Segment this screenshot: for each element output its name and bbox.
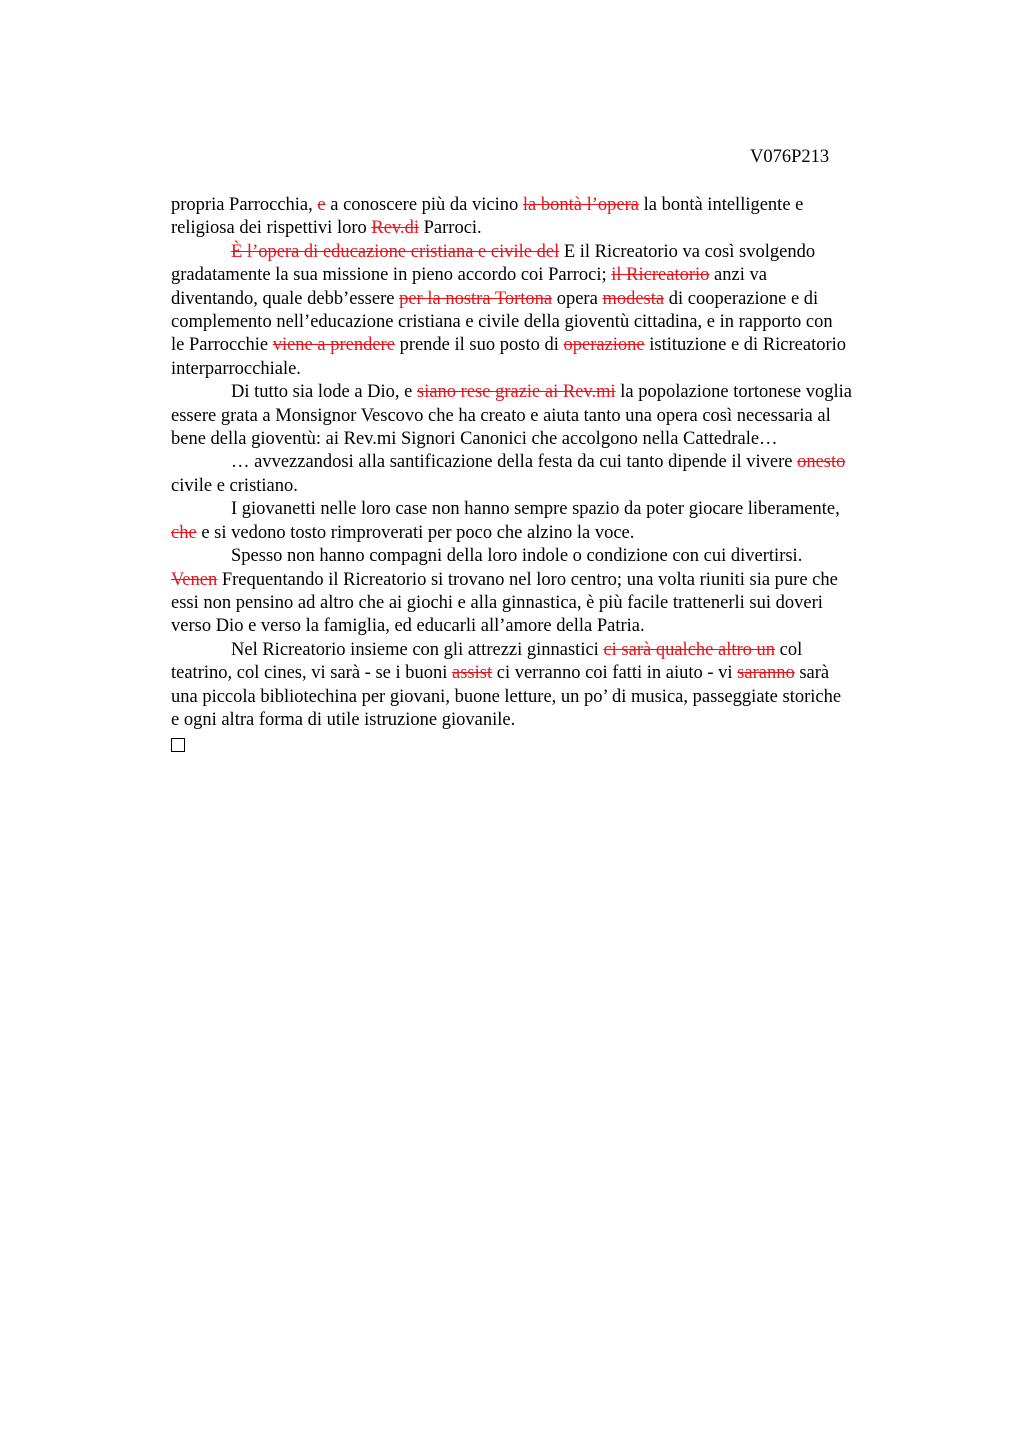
deleted-text: Rev.di (371, 218, 419, 239)
deleted-text: saranno (737, 663, 795, 684)
text-line (171, 217, 931, 240)
text-run: gradatamente la sua missione in pieno accordo coi Parroci; (171, 265, 612, 286)
text-run: propria Parrocchia, (171, 195, 318, 215)
text-line (171, 334, 931, 357)
text-run: verso Dio e verso la famiglia, ed educarli all’amore della Patria. (171, 616, 645, 637)
text-line (171, 522, 931, 545)
text-run: Nel Ricreatorio insieme con gli attrezzi ginnastici (231, 639, 604, 660)
deleted-text: modesta (602, 288, 665, 309)
text-run: istituzione e di Ricreatorio (644, 335, 847, 356)
checkbox-empty-icon (171, 738, 185, 752)
text-line (171, 428, 931, 451)
text-run: le Parrocchie (171, 335, 273, 356)
deleted-text: onesto (797, 452, 846, 473)
text-line (171, 709, 931, 732)
text-run: la popolazione tortonese voglia (615, 382, 852, 403)
deleted-text: per la nostra Tortona (399, 288, 553, 309)
text-run: anzi va (709, 265, 767, 286)
text-line (171, 405, 931, 428)
deleted-text: È l’opera di educazione cristiana e civile del (231, 241, 560, 262)
text-line (171, 194, 931, 217)
text-run: Frequentando il Ricreatorio si trovano nel loro centro; una volta riuniti sia pure che (217, 569, 838, 590)
text-run: sarà (794, 663, 830, 684)
text-line (171, 498, 931, 521)
deleted-text: siano rese grazie ai Rev.mi (417, 382, 616, 403)
text-run: E il Ricreatorio va così svolgendo (559, 241, 816, 262)
text-run: a conoscere più da vicino (325, 195, 523, 215)
text-run: prende il suo posto di (394, 335, 564, 356)
text-run: diventando, quale debb’essere (171, 288, 400, 309)
text-run: una piccola bibliotechina per giovani, buone letture, un po’ di musica, passeggiate storiche (171, 686, 842, 707)
text-run: e si vedono tosto rimproverati per poco che alzino la voce. (196, 522, 635, 543)
text-run: Parroci. (419, 218, 482, 239)
text-run: bene della gioventù: ai Rev.mi Signori Canonici che accolgono nella Cattedrale… (171, 429, 778, 450)
deleted-text: che (171, 522, 197, 543)
text-line (171, 475, 931, 498)
text-run: civile e cristiano. (171, 475, 298, 496)
text-run: interparrocchiale. (171, 358, 301, 379)
deleted-text: Venen (171, 569, 218, 590)
deleted-text: e (317, 195, 326, 215)
text-run: col (775, 639, 803, 660)
text-run: essi non pensino ad altro che ai giochi e alla ginnastica, è più facile trattenerli sui doveri (171, 592, 823, 613)
text-line (171, 311, 931, 334)
text-run: opera (552, 288, 603, 309)
text-line (171, 592, 931, 615)
text-run: e ogni altra forma di utile istruzione giovanile. (171, 709, 516, 730)
text-run: teatrino, col cines, vi sarà - se i buoni (171, 663, 453, 684)
text-line (171, 662, 931, 685)
text-line (171, 545, 931, 568)
deleted-text: ci sarà qualche altro un (603, 639, 776, 660)
text-line (171, 639, 931, 662)
text-run: essere grata a Monsignor Vescovo che ha creato e aiuta tanto una opera così necessaria al (171, 405, 831, 426)
text-run: la bontà intelligente e (638, 195, 804, 215)
page-identifier: V076P213 (750, 147, 830, 167)
text-run: di cooperazione e di (664, 288, 819, 309)
text-run: I giovanetti nelle loro case non hanno sempre spazio da poter giocare liberamente, (231, 499, 840, 520)
text-line (171, 615, 931, 638)
document-body (171, 194, 931, 760)
deleted-text: viene a prendere (272, 335, 395, 356)
text-run: complemento nell’educazione cristiana e civile della gioventù cittadina, e in rapporto con (171, 312, 833, 333)
deleted-text: il Ricreatorio (611, 265, 710, 286)
text-line (171, 288, 931, 311)
deleted-text: la bontà l’opera (522, 195, 639, 215)
deleted-text: operazione (563, 335, 645, 356)
text-run: religiosa dei rispettivi loro (171, 218, 372, 239)
text-run: … avvezzandosi alla santificazione della festa da cui tanto dipende il vivere (231, 452, 798, 473)
text-line (171, 569, 931, 592)
text-line (171, 264, 931, 287)
text-run: Di tutto sia lode a Dio, e (231, 382, 417, 403)
text-line (171, 686, 931, 709)
text-run: Spesso non hanno compagni della loro indole o condizione con cui divertirsi. (231, 546, 803, 567)
text-line (171, 451, 931, 474)
text-run: ci verranno coi fatti in aiuto - vi (492, 663, 738, 684)
text-line (171, 381, 931, 404)
deleted-text: assist (452, 663, 493, 684)
text-line (171, 241, 931, 264)
end-marker (171, 732, 931, 759)
text-line (171, 358, 931, 381)
